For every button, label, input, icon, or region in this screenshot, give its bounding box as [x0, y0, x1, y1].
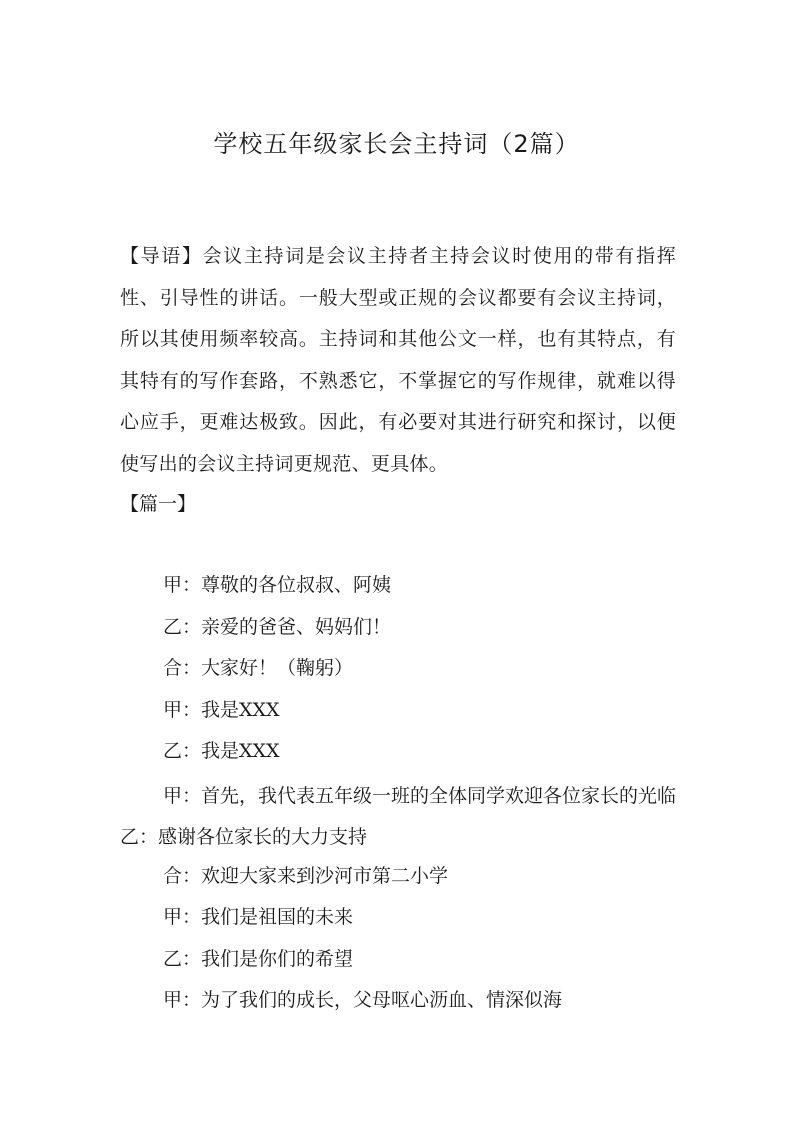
dialogue-block [120, 568, 676, 1025]
dialogue-line: 甲：我们是祖国的未来 [163, 906, 354, 928]
dialogue-line: 甲：我是XXX [163, 698, 280, 721]
dialogue-line: 乙：我们是你们的希望 [163, 947, 354, 970]
intro-paragraph: 【导语】会议主持词是会议主持者主持会议时使用的带有指挥性、引导性的讲话。一般大型或正规的会议都要有会议主持词，所以其使用频率较高。主持词和其他公文一样，也有其特点，有其特有的写作套路，不熟悉它，不掌握它的写作规律，就难以得心应手，更难达极致。因此，有必要对其进行研究和探讨，以便使写出的会议主持词更规范、更具体。 [120, 245, 676, 475]
dialogue-line: 甲：尊敬的各位叔叔、阿姨 [163, 574, 392, 596]
dialogue-line: 合：欢迎大家来到沙河市第二小学 [163, 864, 449, 887]
document-title: 学校五年级家长会主持词（2篇） [213, 130, 580, 158]
dialogue-line: 合：大家好！（鞠躬） [163, 657, 354, 679]
dialogue-line: 乙：亲爱的爸爸、妈妈们！ [163, 615, 392, 638]
dialogue-line: 乙：我是XXX [163, 740, 280, 762]
dialogue-line: 甲：首先，我代表五年级一班的全体同学欢迎各位家长的光临乙：感谢各位家长的大力支持 [120, 784, 677, 848]
section-label: 【篇一】 [120, 493, 197, 515]
dialogue-line: 甲：为了我们的成长，父母呕心沥血、情深似海 [163, 989, 563, 1011]
